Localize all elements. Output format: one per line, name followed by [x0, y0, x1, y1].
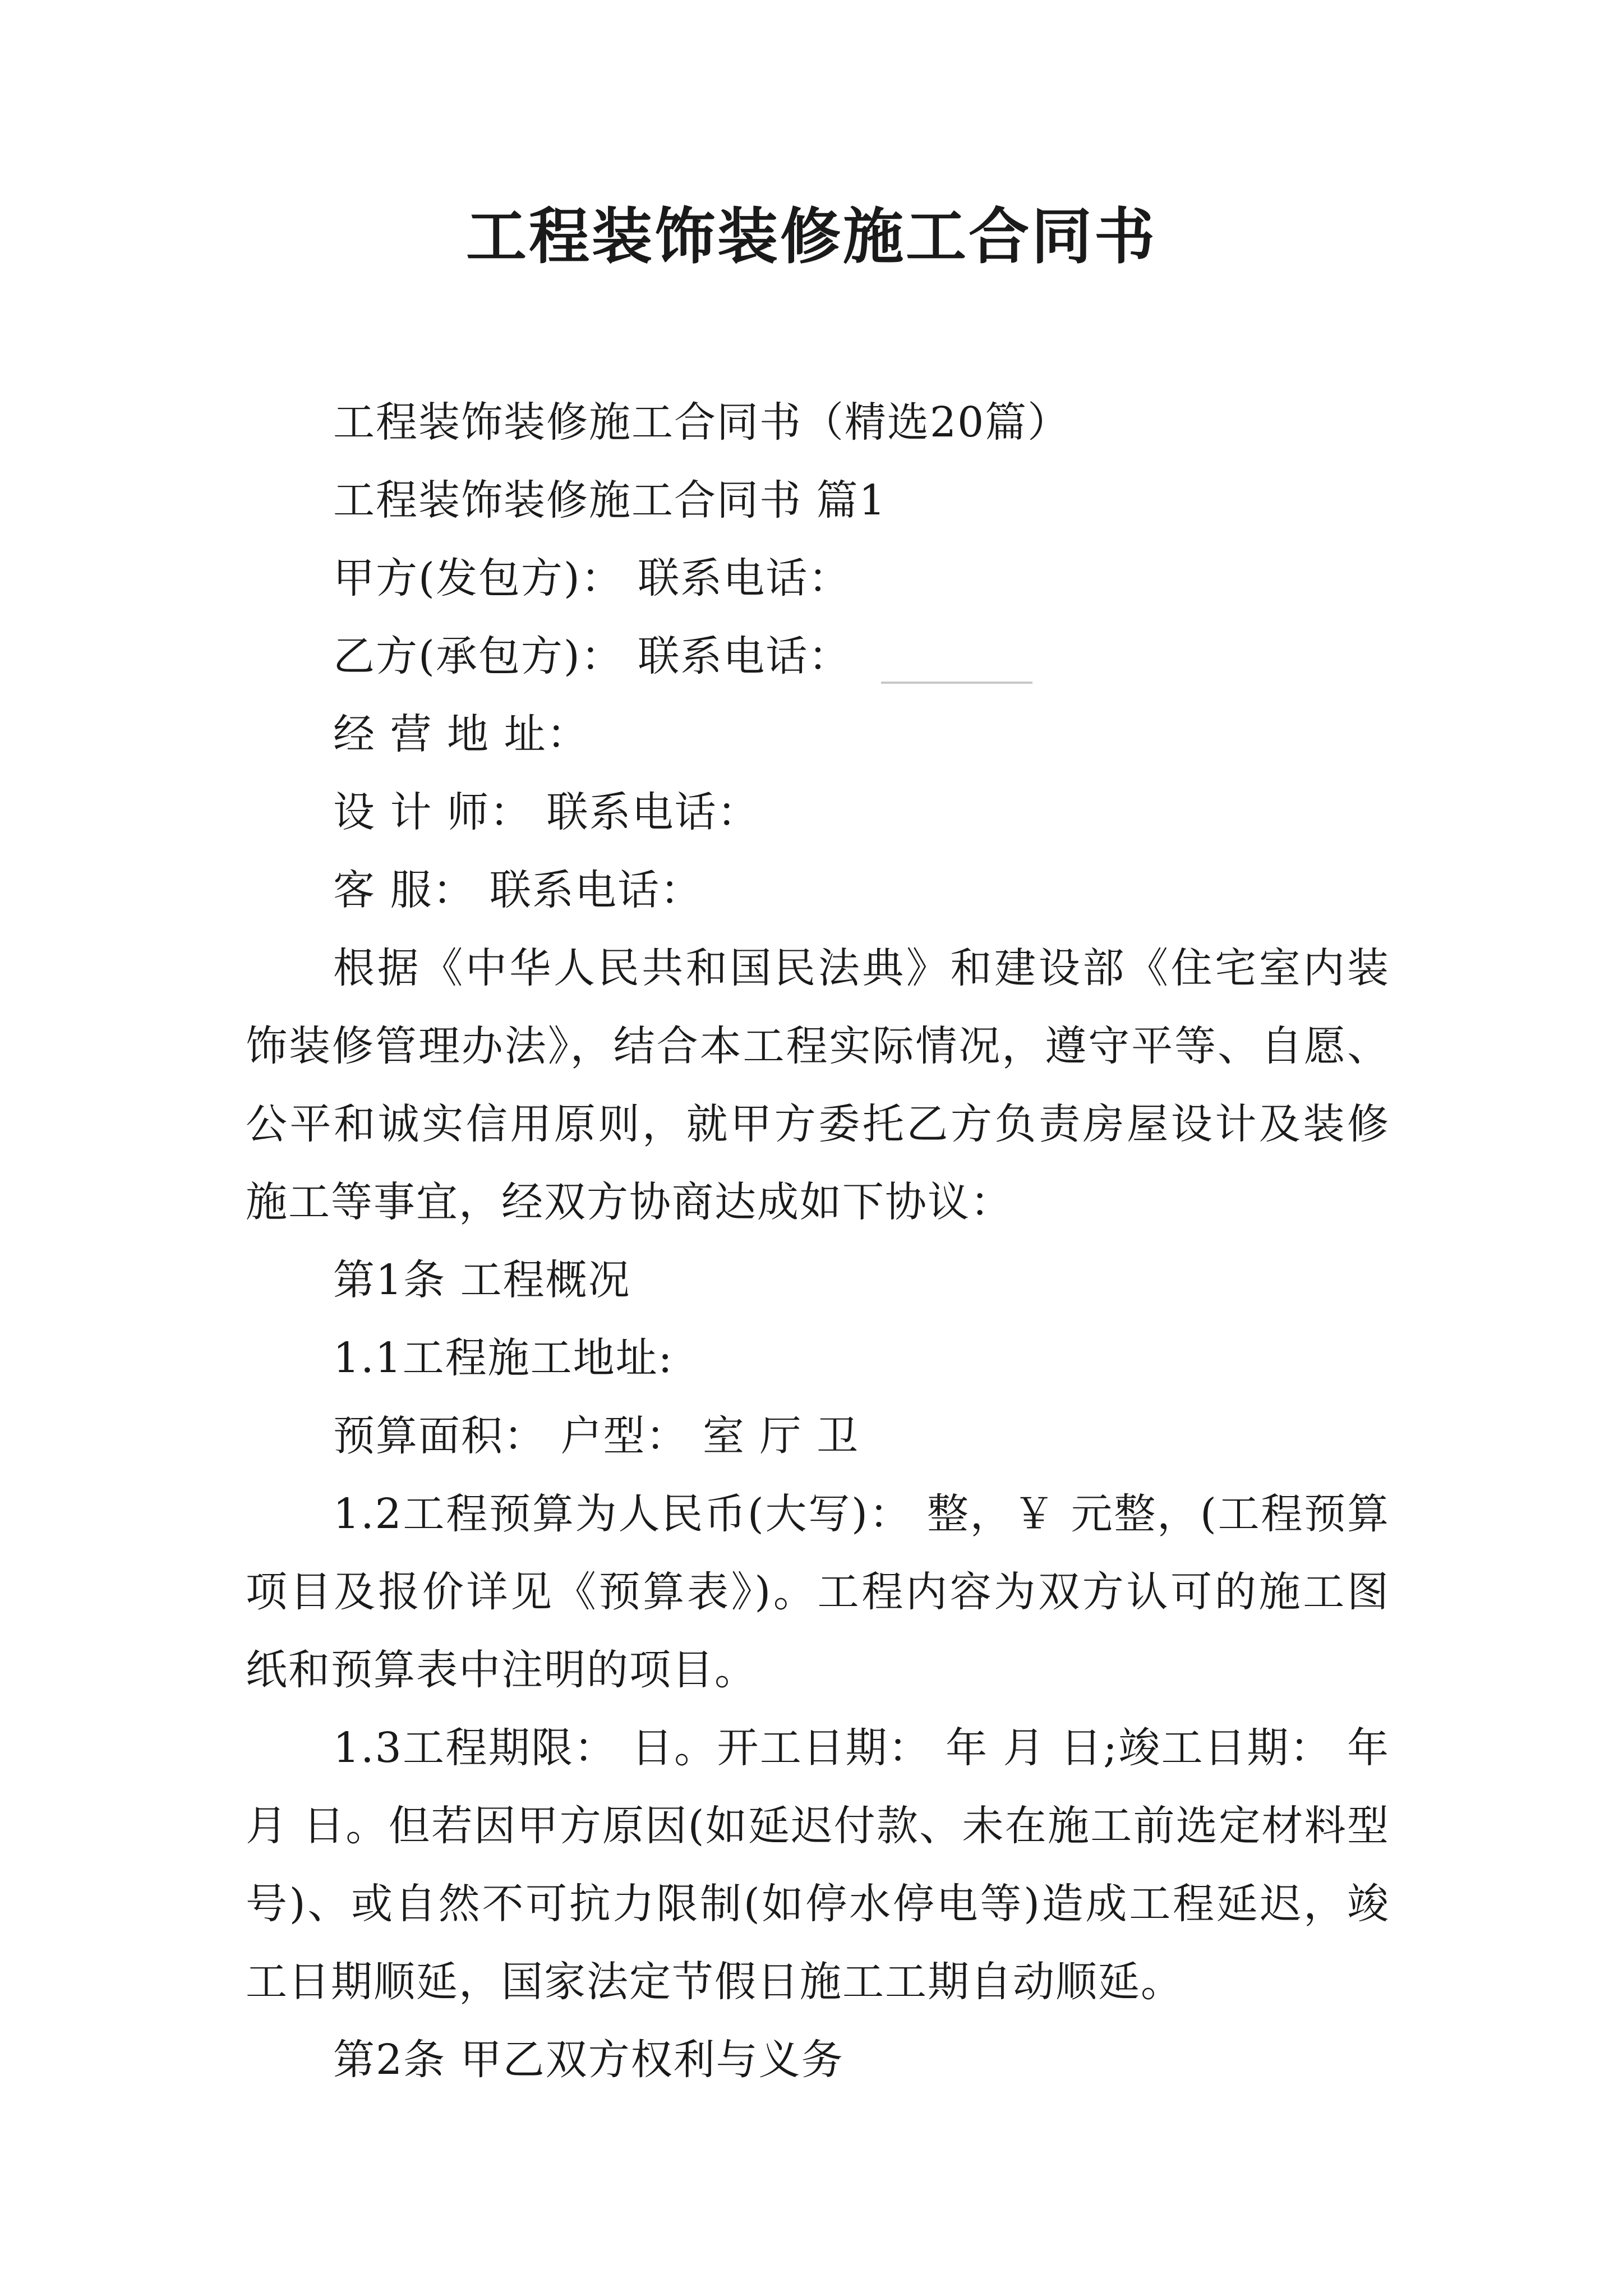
document-title: 工程装饰装修施工合同书	[465, 201, 1157, 272]
budget-area-line: 预算面积： 户型： 室 厅 卫	[333, 1412, 860, 1460]
party-a-line: 甲方(发包方)： 联系电话：	[333, 554, 851, 602]
basis-paragraph: 根据《中华人民共和国民法典》和建设部《住宅室内装饰装修管理办法》，结合本工程实际情况，遵守平等、自愿、公平和诚实信用原则，就甲方委托乙方负责房屋设计及装修施工等事宜，经双方协商达成如下协议：	[246, 944, 1390, 1226]
business-address-line: 经 营 地 址：	[333, 710, 589, 758]
party-b-line: 乙方(承包方)： 联系电话：	[333, 632, 851, 680]
phone-blank-underline	[881, 682, 1032, 684]
item-1-2-paragraph: 1.2工程预算为人民币(大写)： 整，￥ 元整，(工程预算项目及报价详见《预算表》)。工程内容为双方认可的施工图纸和预算表中注明的项目。	[246, 1490, 1390, 1694]
chapter-heading: 工程装饰装修施工合同书 篇1	[333, 476, 887, 524]
item-1-1-line: 1.1工程施工地址:	[333, 1334, 674, 1382]
item-1-3-paragraph: 1.3工程期限： 日。开工日期： 年 月 日;竣工日期： 年 月 日。但若因甲方原因(如延迟付款、未在施工前选定材料型号)、或自然不可抗力限制(如停水停电等)造成工程延迟，竣工日期顺延，国家法定节假日施工工期自动顺延。	[246, 1724, 1390, 2006]
article-1-heading: 第1条 工程概况	[333, 1256, 631, 1304]
subtitle-line: 工程装饰装修施工合同书（精选20篇）	[333, 398, 1071, 447]
document-body	[246, 384, 1390, 2099]
article-2-heading: 第2条 甲乙双方权利与义务	[333, 2036, 844, 2084]
party-b-row	[246, 618, 1390, 696]
customer-service-line: 客 服： 联系电话：	[333, 866, 703, 914]
designer-line: 设 计 师： 联系电话：	[333, 788, 760, 836]
